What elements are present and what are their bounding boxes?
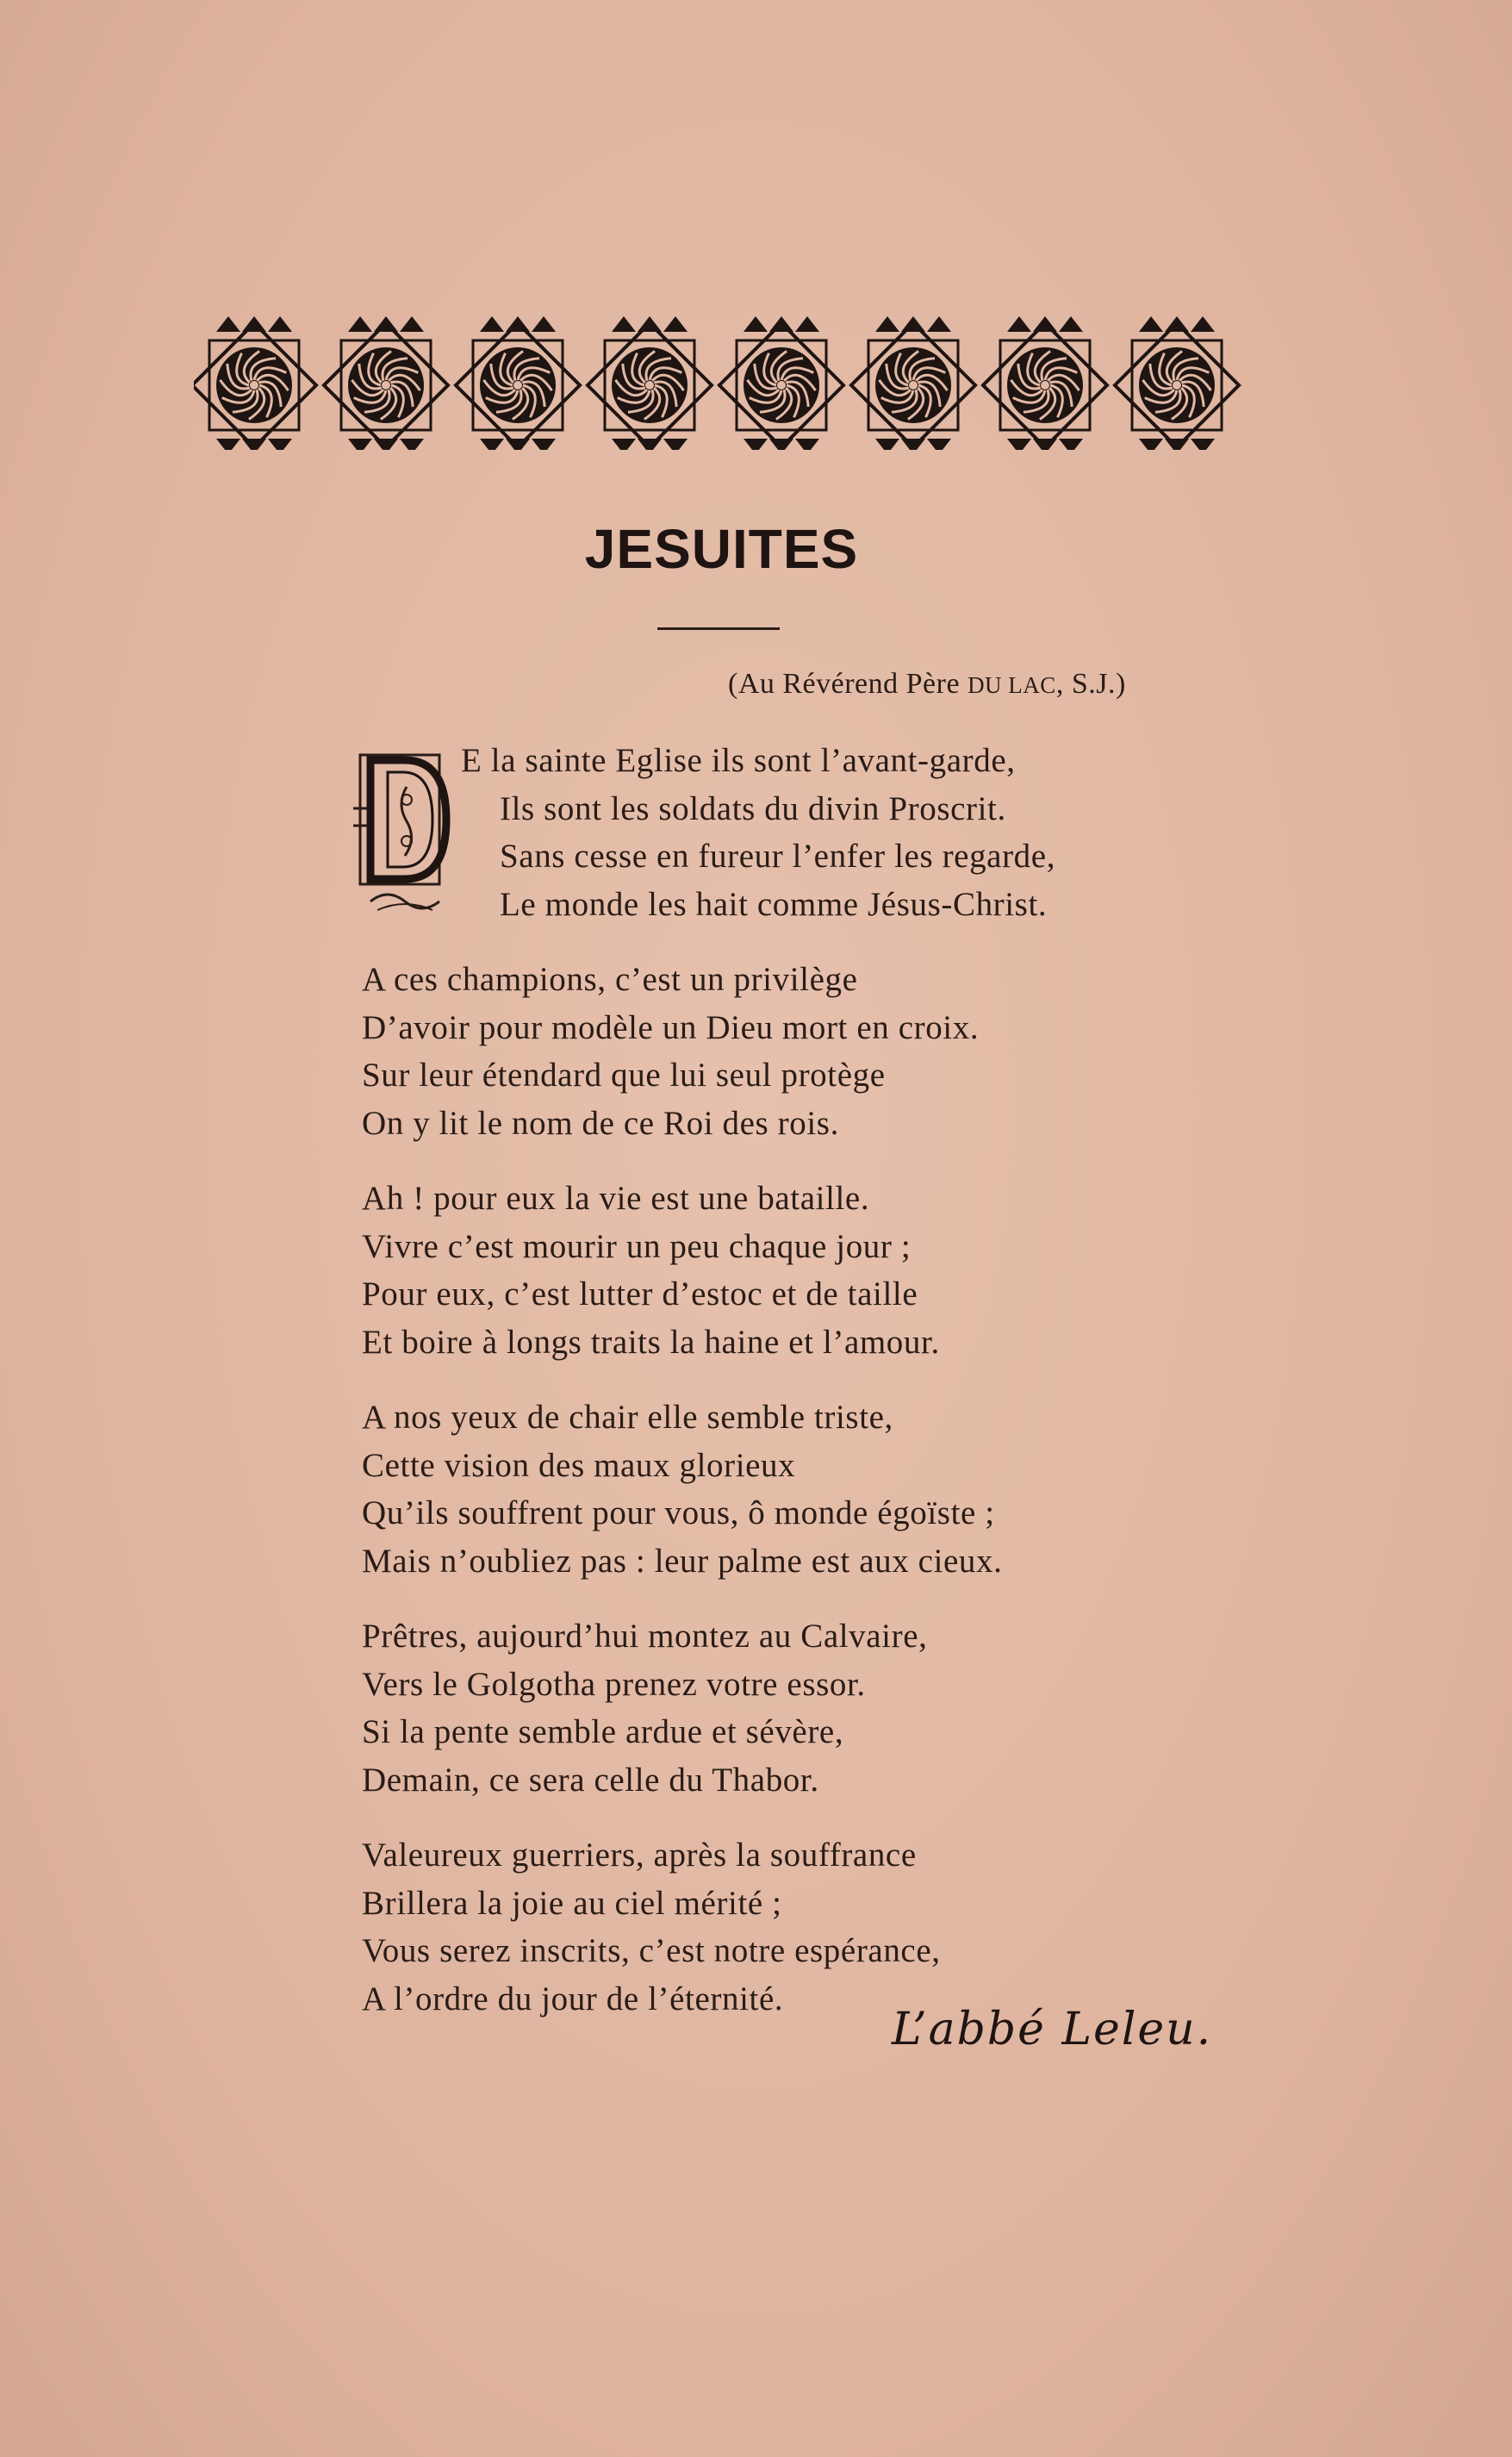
- stanza: [362, 1175, 1275, 1366]
- dedication-prefix: (Au Révérend Père: [728, 668, 968, 700]
- verse-line: A l’ordre du jour de l’éternité.: [362, 1980, 784, 2017]
- decorative-ornament-band: [194, 303, 1249, 450]
- verse-line: Le monde les hait comme Jésus-Christ.: [500, 885, 1048, 923]
- verse-line: Cette vision des maux glorieux: [362, 1446, 796, 1484]
- verse-line: E la sainte Eglise ils sont l’avant-garde,: [461, 742, 1016, 779]
- verse-line: Et boire à longs traits la haine et l’amour.: [362, 1323, 940, 1361]
- rosette-ornament: [983, 316, 1107, 450]
- verse-line: Mais n’oubliez pas : leur palme est aux cieux.: [362, 1542, 1003, 1580]
- rosette-ornament: [194, 316, 316, 450]
- verse-line: Prêtres, aujourd’hui montez au Calvaire,: [362, 1618, 928, 1655]
- dedication-suffix: , S.J.): [1055, 668, 1126, 700]
- rosette-ornament: [324, 316, 448, 450]
- verse-line: A nos yeux de chair elle semble triste,: [362, 1399, 893, 1436]
- verse-line: A ces champions, c’est un privilège: [362, 961, 858, 998]
- verse-line: D’avoir pour modèle un Dieu mort en croix.: [362, 1008, 980, 1046]
- rosette-ornament: [588, 316, 712, 450]
- verse-line: Ils sont les soldats du divin Proscrit.: [500, 789, 1006, 827]
- verse-line: Vers le Golgotha prenez votre essor.: [362, 1665, 866, 1703]
- verse-line: Pour eux, c’est lutter d’estoc et de taille: [362, 1275, 918, 1313]
- dedication: [728, 668, 1126, 701]
- verse-line: Vous serez inscrits, c’est notre espérance,: [362, 1932, 941, 1969]
- verse-line: Vivre c’est mourir un peu chaque jour ;: [362, 1227, 912, 1265]
- verse-line: Brillera la joie au ciel mérité ;: [362, 1884, 782, 1922]
- poem-title: JESUITES: [584, 518, 859, 580]
- verse-line: Si la pente semble ardue et sévère,: [362, 1713, 844, 1750]
- verse-line: Ah ! pour eux la vie est une bataille.: [362, 1180, 870, 1217]
- rosette-ornament: [1115, 316, 1239, 450]
- rosette-ornament: [719, 316, 843, 450]
- verse-line: On y lit le nom de ce Roi des rois.: [362, 1104, 839, 1142]
- stanza: [362, 1394, 1275, 1585]
- verse-line: Qu’ils souffrent pour vous, ô monde égoïste ;: [362, 1494, 995, 1531]
- verse-line: Valeureux guerriers, après la souffrance: [362, 1837, 917, 1874]
- rosette-ornament: [851, 316, 975, 450]
- stanza: [362, 1831, 1275, 2023]
- stanza: [362, 1612, 1275, 1804]
- dedication-name: DU LAC: [968, 672, 1056, 698]
- verse-line: Sans cesse en fureur l’enfer les regarde,: [500, 838, 1056, 875]
- poem-body: [362, 737, 1275, 2050]
- verse-line: Sur leur étendard que lui seul protège: [362, 1057, 886, 1094]
- author-signature: L’abbé Leleu.: [892, 2004, 1213, 2055]
- rosette-ornament: [456, 316, 580, 450]
- title-rule: [657, 627, 780, 630]
- stanza: [362, 956, 1275, 1147]
- stanza: [362, 737, 1275, 928]
- verse-line: Demain, ce sera celle du Thabor.: [362, 1761, 819, 1799]
